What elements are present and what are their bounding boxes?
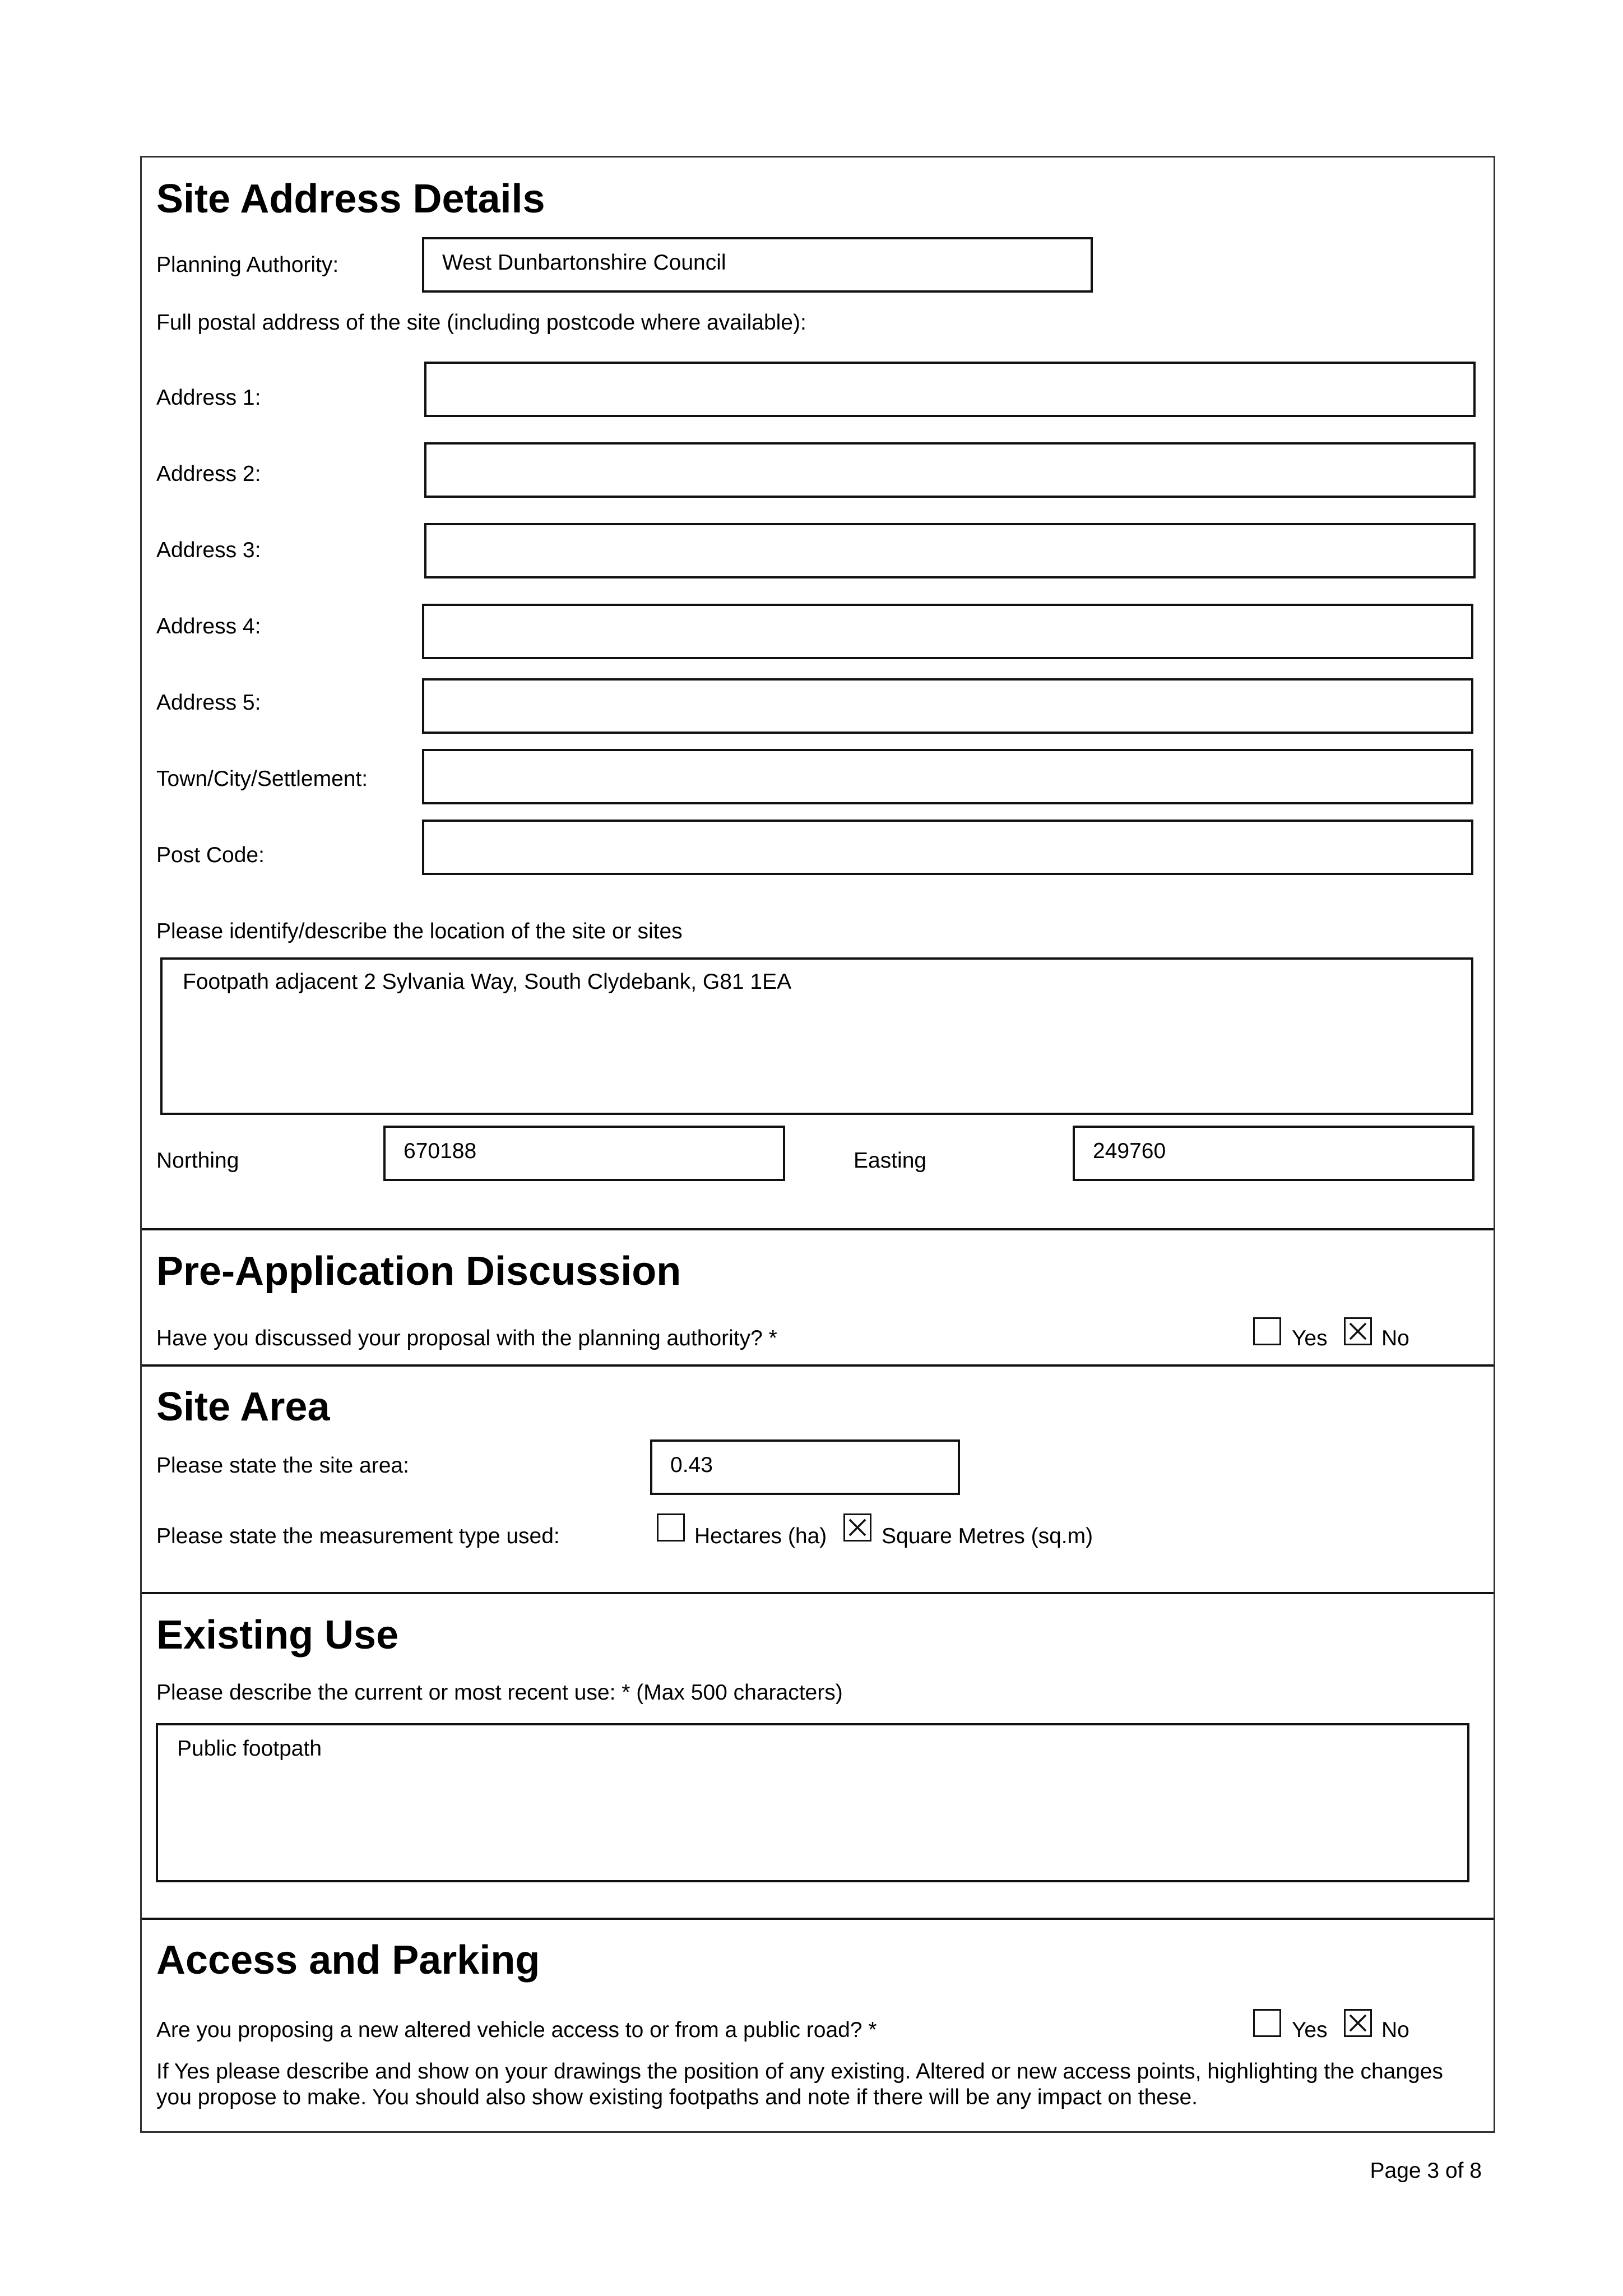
location-value: Footpath adjacent 2 Sylvania Way, South Clydebank, G81 1EA xyxy=(183,970,792,994)
site-area-heading: Site Area xyxy=(156,1385,330,1429)
northing-value: 670188 xyxy=(404,1139,477,1163)
post-code-label: Post Code: xyxy=(156,843,265,867)
access-yes-checkbox[interactable] xyxy=(1253,2009,1281,2037)
access-no-checkbox[interactable] xyxy=(1344,2009,1372,2037)
address-3-field[interactable] xyxy=(424,523,1476,578)
address-5-label: Address 5: xyxy=(156,691,261,715)
site-area-label: Please state the site area: xyxy=(156,1453,409,1478)
hectares-checkbox[interactable] xyxy=(657,1513,685,1542)
northing-field[interactable] xyxy=(383,1126,785,1181)
checkbox-cross-icon xyxy=(1346,2011,1370,2035)
address-2-label: Address 2: xyxy=(156,462,261,486)
address-4-label: Address 4: xyxy=(156,614,261,638)
square-metres-checkbox[interactable] xyxy=(843,1513,871,1542)
page-number: Page 3 of 8 xyxy=(1370,2159,1482,2183)
address-5-field[interactable] xyxy=(422,678,1473,734)
pre-application-yes-checkbox[interactable] xyxy=(1253,1317,1281,1345)
pre-application-no-label: No xyxy=(1381,1326,1409,1350)
pre-application-question: Have you discussed your proposal with the planning authority? * xyxy=(156,1326,777,1350)
easting-value: 249760 xyxy=(1093,1139,1166,1163)
section-divider xyxy=(142,1228,1494,1230)
northing-label: Northing xyxy=(156,1149,239,1173)
access-note-line-2: you propose to make. You should also show existing footpaths and note if there will be any impact on these. xyxy=(156,2085,1198,2109)
address-4-field[interactable] xyxy=(422,604,1473,659)
location-prompt: Please identify/describe the location of the site or sites xyxy=(156,919,683,943)
access-parking-heading: Access and Parking xyxy=(156,1938,540,1983)
location-textarea[interactable] xyxy=(160,957,1473,1115)
access-question: Are you proposing a new altered vehicle access to or from a public road? * xyxy=(156,2018,877,2042)
planning-authority-value: West Dunbartonshire Council xyxy=(442,251,726,275)
access-yes-label: Yes xyxy=(1292,2018,1328,2042)
application-form xyxy=(140,156,1495,2133)
town-label: Town/City/Settlement: xyxy=(156,767,368,791)
square-metres-label: Square Metres (sq.m) xyxy=(882,1524,1093,1548)
address-1-label: Address 1: xyxy=(156,386,261,410)
access-no-label: No xyxy=(1381,2018,1409,2042)
existing-use-prompt: Please describe the current or most recent use: * (Max 500 characters) xyxy=(156,1681,843,1705)
section-divider xyxy=(142,1364,1494,1367)
section-divider xyxy=(142,1592,1494,1594)
address-1-field[interactable] xyxy=(424,362,1476,417)
planning-authority-label: Planning Authority: xyxy=(156,253,339,277)
access-note-line-1: If Yes please describe and show on your drawings the position of any existing. Altered or new access points, highlighting the changes xyxy=(156,2059,1443,2084)
post-code-field[interactable] xyxy=(422,820,1473,875)
checkbox-cross-icon xyxy=(1346,1319,1370,1344)
pre-application-yes-label: Yes xyxy=(1292,1326,1328,1350)
easting-field[interactable] xyxy=(1073,1126,1474,1181)
address-3-label: Address 3: xyxy=(156,538,261,562)
pre-application-no-checkbox[interactable] xyxy=(1344,1317,1372,1345)
planning-authority-field[interactable] xyxy=(422,237,1093,293)
site-area-field[interactable] xyxy=(650,1439,960,1495)
site-area-value: 0.43 xyxy=(670,1453,713,1477)
full-address-note: Full postal address of the site (including postcode where available): xyxy=(156,311,806,335)
measurement-type-label: Please state the measurement type used: xyxy=(156,1524,560,1548)
section-divider xyxy=(142,1918,1494,1920)
pre-application-heading: Pre-Application Discussion xyxy=(156,1249,681,1294)
existing-use-heading: Existing Use xyxy=(156,1613,399,1658)
existing-use-textarea[interactable] xyxy=(156,1723,1469,1882)
checkbox-cross-icon xyxy=(845,1515,870,1540)
site-address-heading: Site Address Details xyxy=(156,177,545,221)
hectares-label: Hectares (ha) xyxy=(694,1524,827,1548)
easting-label: Easting xyxy=(854,1149,927,1173)
existing-use-value: Public footpath xyxy=(177,1737,322,1761)
town-field[interactable] xyxy=(422,749,1473,804)
address-2-field[interactable] xyxy=(424,442,1476,498)
